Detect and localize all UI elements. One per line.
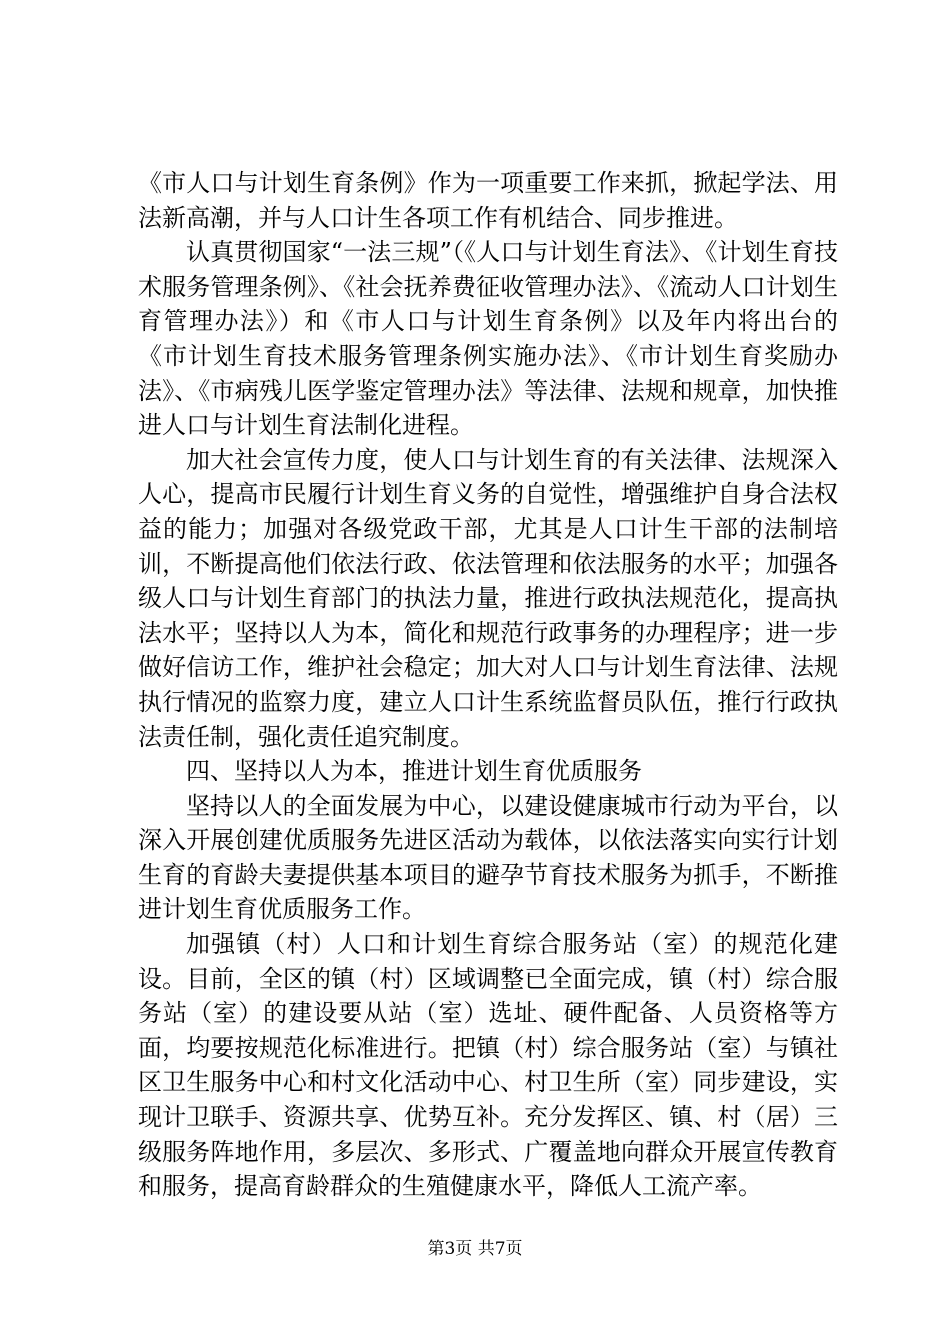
paragraph-publicity: 加大社会宣传力度，使人口与计划生育的有关法律、法规深入人心，提高市民履行计划生育义务的自觉性，增强维护自身合法权益的能力；加强对各级党政干部，尤其是人口计生干部的法制培训，不断提高他们依法行政、依法管理和依法服务的水平；加强各级人口与计划生育部门的执法力量，推进行政执法规范化，提高执法水平；坚持以人为本，简化和规范行政事务的办理程序；进一步做好信访工作，维护社会稳定；加大对人口与计划生育法律、法规执行情况的监察力度，建立人口计生系统监督员队伍，推行行政执法责任制，强化责任追究制度。 bbox=[138, 445, 838, 751]
paragraph-law-study: 《市人口与计划生育条例》作为一项重要工作来抓，掀起学法、用法新高潮，并与人口计生各项工作有机结合、同步推进。 bbox=[138, 169, 838, 232]
document-body bbox=[138, 166, 838, 1204]
section-heading-4: 四、坚持以人为本，推进计划生育优质服务 bbox=[186, 757, 642, 786]
paragraph-implement-regulations: 认真贯彻国家“一法三规”（《人口与计划生育法》、《计划生育技术服务管理条例》、《社会抚养费征收管理办法》、《流动人口计划生育管理办法》）和《市人口与计划生育条例》以及年内将出台的《市计划生育技术服务管理条例实施办法》、《市计划生育奖励办法》、《市病残儿医学鉴定管理办法》等法律、法规和规章，加快推进人口与计划生育法制化进程。 bbox=[138, 238, 838, 440]
paragraph-service-station: 加强镇（村）人口和计划生育综合服务站（室）的规范化建设。目前，全区的镇（村）区域调整已全面完成，镇（村）综合服务站（室）的建设要从站（室）选址、硬件配备、人员资格等方面，均要按规范化标准进行。把镇（村）综合服务站（室）与镇社区卫生服务中心和村文化活动中心、村卫生所（室）同步建设，实现计卫联手、资源共享、优势互补。充分发挥区、镇、村（居）三级服务阵地作用，多层次、多形式、广覆盖地向群众开展宣传教育和服务，提高育龄群众的生殖健康水平，降低人工流产率。 bbox=[138, 930, 838, 1201]
paragraph-quality-service: 坚持以人的全面发展为中心，以建设健康城市行动为平台，以深入开展创建优质服务先进区活动为载体，以依法落实向实行计划生育的育龄夫妻提供基本项目的避孕节育技术服务为抓手，不断推进计划生育优质服务工作。 bbox=[138, 791, 838, 924]
page-number-footer: 第3页 共7页 bbox=[427, 1239, 523, 1259]
